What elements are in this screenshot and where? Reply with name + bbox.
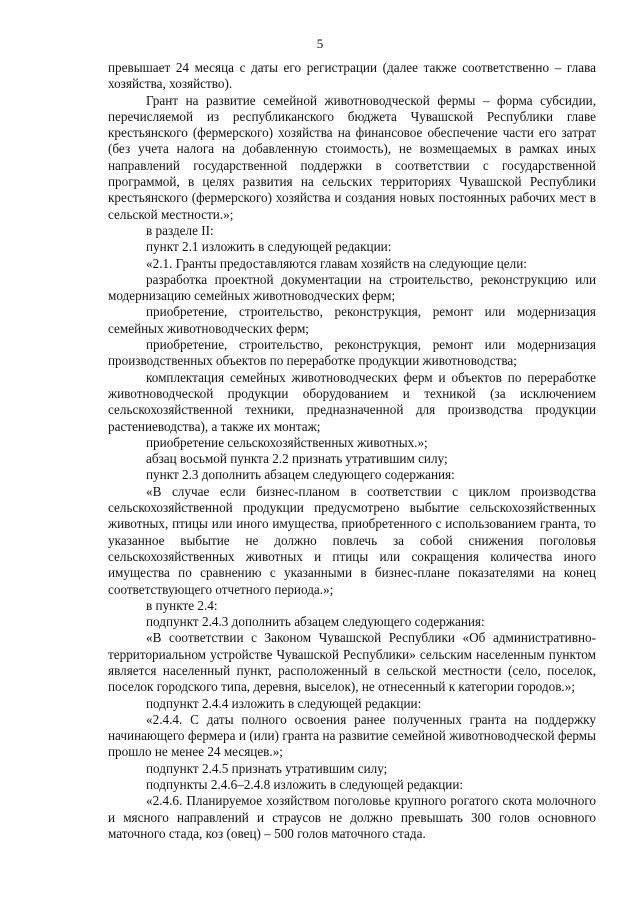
paragraph: приобретение сельскохозяйственных животных.»;	[146, 434, 428, 450]
paragraph: превышает 24 месяца с даты его регистрации (далее также соответственно – глава хозяйства, хозяйство).	[108, 60, 596, 92]
paragraph: приобретение, строительство, реконструкция, ремонт или модернизация производственных объектов по переработке продукции животноводства;	[108, 337, 596, 369]
paragraph: разработка проектной документации на строительство, реконструкцию или модернизацию семейных животноводческих ферм;	[108, 271, 596, 304]
paragraph: в разделе II:	[146, 222, 214, 238]
paragraph: пункт 2.1 изложить в следующей редакции:	[146, 239, 392, 255]
paragraph: Грант на развитие семейной животноводческой фермы – форма субсидии, перечисляемой из республиканского бюджета Чувашской Республики главе крестьянского (фермерского) хозяйства на финансовое обеспечение части его затрат (без учета налога на добавленную стоимость), не возмещаемых в рамках иных направлений государственной поддержки в соответствии с государственной программой, в целях развития на сельских территориях Чувашской Республики крестьянского (фермерского) хозяйства и создания новых постоянных рабочих мест в сельской местности.»;	[108, 92, 596, 222]
paragraph: «2.1. Гранты предоставляются главам хозяйств на следующие цели:	[146, 255, 527, 271]
paragraph: пункт 2.3 дополнить абзацем следующего содержания:	[146, 467, 455, 483]
paragraph: подпункт 2.4.3 дополнить абзацем следующего содержания:	[146, 614, 485, 630]
paragraph: «В случае если бизнес-планом в соответствии с циклом производства сельскохозяйственной продукции предусмотрено выбытие сельскохозяйственных животных, птицы или иного имущества, приобретенного с использованием гранта, то указанное выбытие не должно повлечь за собой снижения поголовья сельскохозяйственных животных и птицы или сокращения количества иного имущества по сравнению с указанными в бизнес-плане показателями на конец соответствующего отчетного периода.»;	[108, 483, 596, 597]
paragraph: приобретение, строительство, реконструкция, ремонт или модернизация семейных животноводческих ферм;	[108, 304, 596, 336]
paragraph: подпункт 2.4.4 изложить в следующей редакции:	[146, 695, 422, 711]
page-number: 5	[316, 36, 324, 51]
paragraph: «2.4.4. С даты полного освоения ранее полученных гранта на поддержку начинающего фермера и (или) гранта на развитие семейной животноводческой фермы прошло не менее 24 месяцев.»;	[108, 711, 596, 760]
paragraph: абзац восьмой пункта 2.2 признать утратившим силу;	[146, 451, 448, 467]
paragraph: «В соответствии с Законом Чувашской Республики «Об административно-территориальном устройстве Чувашской Республики» сельским населенным пунктом является населенный пункт, расположенный в сельской местности (село, поселок, поселок городского типа, деревня, выселок), не отнесенный к категории городов.»;	[108, 630, 596, 695]
paragraph: подпункт 2.4.5 признать утратившим силу;	[146, 760, 388, 776]
paragraph: «2.4.6. Планируемое хозяйством поголовье крупного рогатого скота молочного и мясного направлений и страусов не должно превышать 300 голов основного маточного стада, коз (овец) – 500 голов маточного стада.	[108, 793, 596, 841]
paragraph: в пункте 2.4:	[146, 597, 218, 613]
document-body	[108, 60, 596, 842]
paragraph: комплектация семейных животноводческих ферм и объектов по переработке животноводческой продукции оборудованием и техникой (за исключением сельскохозяйственной техники, предназначенной для производства продукции растениеводства), а также их монтаж;	[108, 369, 596, 434]
paragraph: подпункты 2.4.6–2.4.8 изложить в следующей редакции:	[146, 777, 464, 793]
